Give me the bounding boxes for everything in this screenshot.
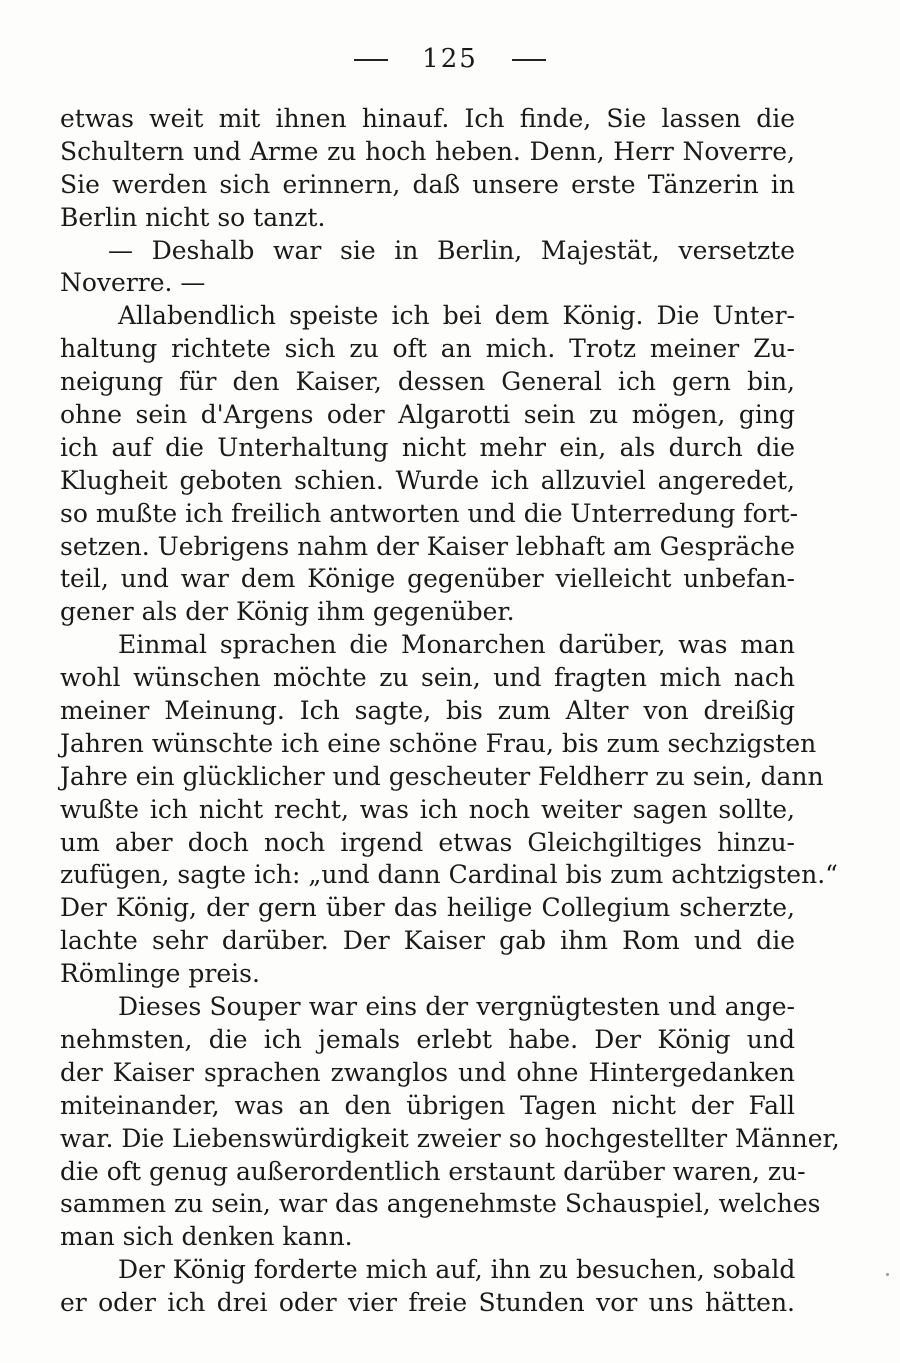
text-line: zufügen, sagte ich: „und dann Cardinal bis zum achtzigsten.“ [60,860,838,890]
text-line: wußte ich nicht recht, was ich noch weiter sagen sollte, [60,794,795,824]
text-line: er oder ich drei oder vier freie Stunden vor uns hätten. [60,1288,795,1318]
text-line: Einmal sprachen die Monarchen darüber, was man [118,630,795,660]
text-line: war. Die Liebenswürdigkeit zweier so hochgestellter Männer, [60,1123,840,1153]
text-line: wohl wünschen möchte zu sein, und fragten mich nach [60,663,795,693]
header-dash-left [354,59,388,61]
text-line: Allabendlich speiste ich bei dem König. Die Unter- [118,301,795,331]
text-line: etwas weit mit ihnen hinauf. Ich finde, Sie lassen die [60,104,795,133]
text-line: Noverre. — [60,268,206,298]
text-line: Berlin nicht so tanzt. [60,202,326,232]
text-line: ohne sein d'Argens oder Algarotti sein zu mögen, ging [60,400,795,430]
header-dash-right [512,59,546,61]
text-line: so mußte ich freilich antworten und die Unterredung fort- [60,498,799,528]
text-line: Der König, der gern über das heilige Collegium scherzte, [60,893,795,923]
text-line: Jahre ein glücklicher und gescheuter Feldherr zu sein, dann [60,761,824,791]
text-line: meiner Meinung. Ich sagte, bis zum Alter von dreißig [60,696,795,726]
text-line: Klugheit geboten schien. Wurde ich allzuviel angeredet, [60,465,795,495]
page-number: 125 [422,44,478,74]
text-line: der Kaiser sprachen zwanglos und ohne Hintergedanken [60,1057,795,1087]
text-line: neigung für den Kaiser, dessen General ich gern bin, [60,367,795,397]
text-line: Jahren wünschte ich eine schöne Frau, bis zum sechzigsten [60,728,817,758]
text-line: lachte sehr darüber. Der Kaiser gab ihm Rom und die [60,926,795,956]
text-line: setzen. Uebrigens nahm der Kaiser lebhaft am Gespräche [60,531,795,561]
text-line: man sich denken kann. [60,1222,353,1252]
text-line: teil, und war dem Könige gegenüber vielleicht unbefan- [60,564,795,594]
page-header [0,44,900,74]
text-line: gener als der König ihm gegenüber. [60,597,515,627]
text-line: ich auf die Unterhaltung nicht mehr ein, als durch die [60,432,795,462]
text-line: um aber doch noch irgend etwas Gleichgiltiges hinzu- [60,827,795,857]
text-line: die oft genug außerordentlich erstaunt darüber waren, zu- [60,1156,806,1186]
text-line: Römlinge preis. [60,959,260,989]
text-line: haltung richtete sich zu oft an mich. Trotz meiner Zu- [60,334,795,364]
text-line: sammen zu sein, war das angenehmste Schauspiel, welches [60,1189,821,1219]
text-line: miteinander, was an den übrigen Tagen nicht der Fall [60,1090,795,1120]
text-line: — Deshalb war sie in Berlin, Majestät, versetzte [108,235,795,265]
text-line: Der König forderte mich auf, ihn zu besuchen, sobald [118,1255,796,1285]
body-text [60,103,840,1320]
text-line: Sie werden sich erinnern, daß unsere erste Tänzerin in [60,169,795,199]
paper-speck [886,1273,889,1276]
text-line: nehmsten, die ich jemals erlebt habe. Der König und [60,1024,795,1054]
text-line: Dieses Souper war eins der vergnügtesten und ange- [118,992,795,1022]
text-line: Schultern und Arme zu hoch heben. Denn, Herr Noverre, [60,136,795,166]
